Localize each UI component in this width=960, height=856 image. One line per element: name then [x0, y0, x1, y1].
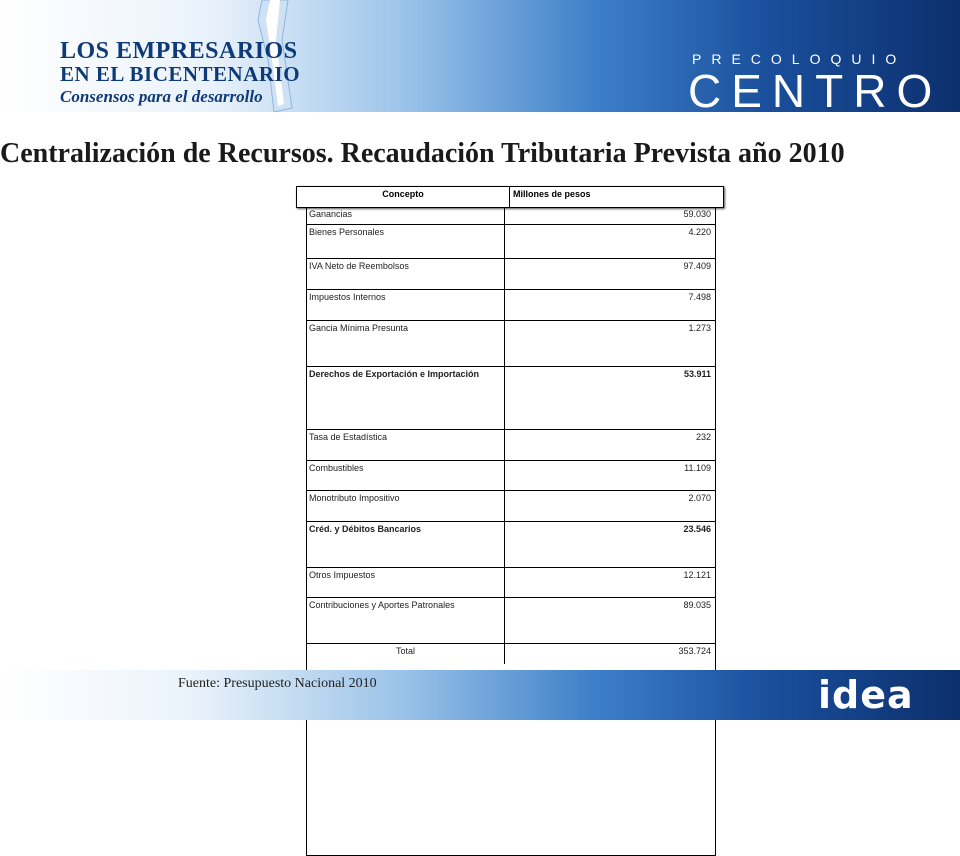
table-row [307, 430, 715, 461]
table-row [307, 290, 715, 321]
table-row [307, 568, 715, 598]
brand-line2: EN EL BICENTENARIO [60, 62, 301, 86]
table-row [307, 207, 715, 225]
table-row [307, 367, 715, 430]
row-label: Ganancias [307, 207, 505, 224]
brand-right-top: PRECOLOQUIO [692, 51, 907, 67]
table-body [306, 207, 716, 856]
table-header [296, 186, 724, 208]
row-value: 1.273 [688, 323, 711, 333]
page-title: Centralización de Recursos. Recaudación Tributaria Prevista año 2010 [0, 138, 845, 169]
row-value: 11.109 [684, 463, 711, 473]
row-label: Derechos de Exportación e Importación [307, 367, 505, 429]
row-label: Combustibles [307, 461, 505, 490]
row-label: Impuestos Internos [307, 290, 505, 320]
row-value: 89.035 [683, 600, 711, 610]
brand-right [688, 50, 943, 117]
row-label: IVA Neto de Reembolsos [307, 259, 505, 289]
row-value: 53.911 [683, 369, 711, 379]
table-row-total [307, 644, 715, 664]
row-label: Monotributo Impositivo [307, 491, 505, 521]
table-row [307, 522, 715, 568]
source-note: Fuente: Presupuesto Nacional 2010 [178, 676, 377, 691]
row-label: Otros Impuestos [307, 568, 505, 597]
table-row [307, 491, 715, 522]
row-label: Total [307, 644, 505, 664]
brand-left [60, 40, 300, 108]
row-label: Gancia Mínima Presunta [307, 321, 505, 366]
idea-logo: idea [818, 673, 914, 717]
brand-line1: LOS EMPRESARIOS [60, 38, 298, 64]
row-label: Bienes Personales [307, 225, 505, 258]
column-header-millones: Millones de pesos [513, 189, 591, 199]
row-value: 23.546 [683, 524, 711, 534]
column-header-concepto: Concepto [297, 187, 510, 207]
row-value: 7.498 [688, 292, 711, 302]
row-label: Contribuciones y Aportes Patronales [307, 598, 505, 643]
table-row [307, 225, 715, 259]
table-row [307, 321, 715, 367]
row-value: 97.409 [683, 261, 711, 271]
brand-tagline: Consensos para el desarrollo [60, 87, 263, 106]
row-label: Créd. y Débitos Bancarios [307, 522, 505, 567]
table-row [307, 461, 715, 491]
header-banner [0, 0, 960, 117]
row-value: 232 [695, 432, 711, 442]
footer-banner [0, 670, 960, 720]
brand-right-bottom: CENTRO [688, 65, 943, 117]
row-value: 353.724 [678, 646, 711, 656]
row-value: 4.220 [688, 227, 711, 237]
row-value: 12.121 [683, 570, 711, 580]
table-row [307, 598, 715, 644]
row-label: Tasa de Estadística [307, 430, 505, 460]
row-value: 59.030 [683, 209, 711, 219]
table-row [307, 259, 715, 290]
row-value: 2.070 [688, 493, 711, 503]
